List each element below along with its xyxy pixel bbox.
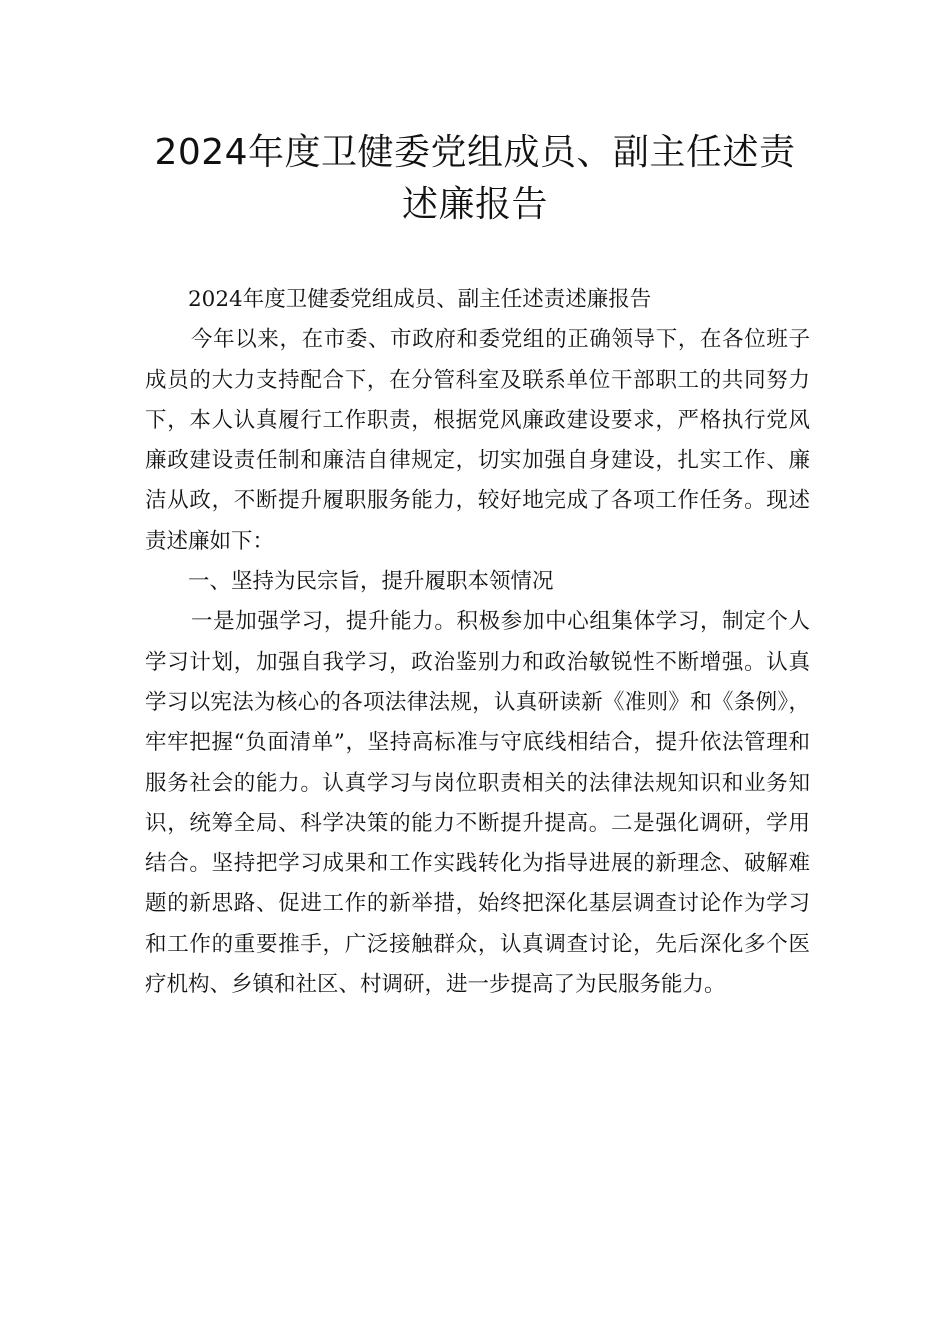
title-line-2: 述廉报告 [401,184,548,225]
title-line-1: 2024年度卫健委党组成员、副主任述责 [154,132,796,173]
intro-paragraph: 今年以来，在市委、市政府和委党组的正确领导下，在各位班子成员的大力支持配合下，在分管科室及联系单位干部职工的共同努力下，本人认真履行工作职责，根据党风廉政建设要求，严格执行党风廉政建设责任制和廉洁自律规定，切实加强自身建设，扎实工作、廉洁从政，不断提升履职服务能力，较好地完成了各项工作任务。现述责述廉如下： [145,327,810,554]
subtitle-paragraph: 2024年度卫健委党组成员、副主任述责述廉报告 [188,287,652,312]
section-paragraph: 一是加强学习，提升能力。积极参加中心组集体学习，制定个人学习计划，加强自我学习，政治鉴别力和政治敏锐性不断增强。认真学习以宪法为核心的各项法律法规，认真研读新《准则》和《条例》，牢牢把握“负面清单”，坚持高标准与守底线相结合，提升依法管理和服务社会的能力。认真学习与岗位职责相关的法律法规知识和业务知识，统筹全局、科学决策的能力不断提升提高。二是强化调研，学用结合。坚持把学习成果和工作实践转化为指导进展的新理念、破解难题的新思路、促进工作的新举措，始终把深化基层调查讨论作为学习和工作的重要推手，广泛接触群众，认真调查讨论，先后深化多个医疗机构、乡镇和社区、村调研，进一步提高了为民服务能力。 [145,609,810,998]
document-title [120,127,830,231]
section-heading: 一、坚持为民宗旨，提升履职本领情况 [188,569,554,595]
document-body [145,280,810,1005]
